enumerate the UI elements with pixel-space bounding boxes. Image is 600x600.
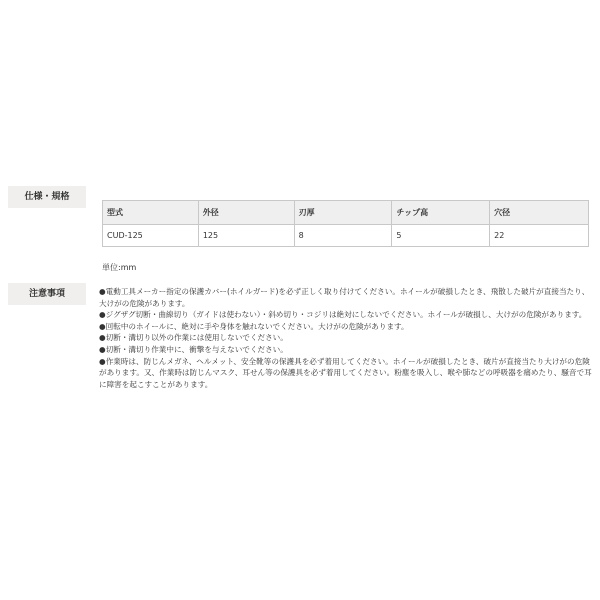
cell-blade-thickness: 8 <box>294 225 392 247</box>
cell-hole-diameter: 22 <box>490 225 589 247</box>
header-tip-height: チップ高 <box>392 201 490 225</box>
cell-outer-diameter: 125 <box>198 225 294 247</box>
spec-table-header-row <box>103 201 589 225</box>
header-blade-thickness: 刃厚 <box>294 201 392 225</box>
notes-section-label: 注意事項 <box>8 283 86 305</box>
header-outer-diameter: 外径 <box>198 201 294 225</box>
list-item: ●電動工具メーカー指定の保護カバー(ホイルガード)を必ず正しく取り付けてください。ホイールが破損したとき、飛散した破片が直接当たり、大けがの危険があります。 <box>99 287 590 308</box>
cell-model: CUD-125 <box>103 225 199 247</box>
caution-notes-list <box>99 286 593 390</box>
header-hole-diameter: 穴径 <box>490 201 589 225</box>
table-row <box>103 225 589 247</box>
list-item: ●切断・溝切り以外の作業には使用しないでください。 <box>99 333 288 343</box>
cell-tip-height: 5 <box>392 225 490 247</box>
unit-note: 単位:mm <box>102 263 137 272</box>
list-item: ●切断・溝切り作業中に、衝撃を与えないでください。 <box>99 344 288 354</box>
spec-section-label: 仕様・規格 <box>8 186 86 208</box>
list-item: ●作業時は、防じんメガネ、ヘルメット、安全靴等の保護具を必ず着用してください。ホイールが破損したとき、破片が直接当たり大けがの危険があります。又、作業時は防じんマスク、耳せん等の保護具を必ず着用してください。粉塵を吸入し、喉や肺などの呼吸器を痛めたり、騒音で耳に障害を起こすことがあります。 <box>99 356 592 389</box>
spec-table <box>102 200 589 247</box>
list-item: ●回転中のホイールに、絶対に手や身体を触れないでください。大けがの危険があります。 <box>99 321 409 331</box>
header-model: 型式 <box>103 201 199 225</box>
list-item: ●ジグザグ切断・曲線切り（ガイドは使わない）・斜め切り・コジリは絶対にしないでください。ホイールが破損し、大けがの危険があります。 <box>99 310 587 320</box>
